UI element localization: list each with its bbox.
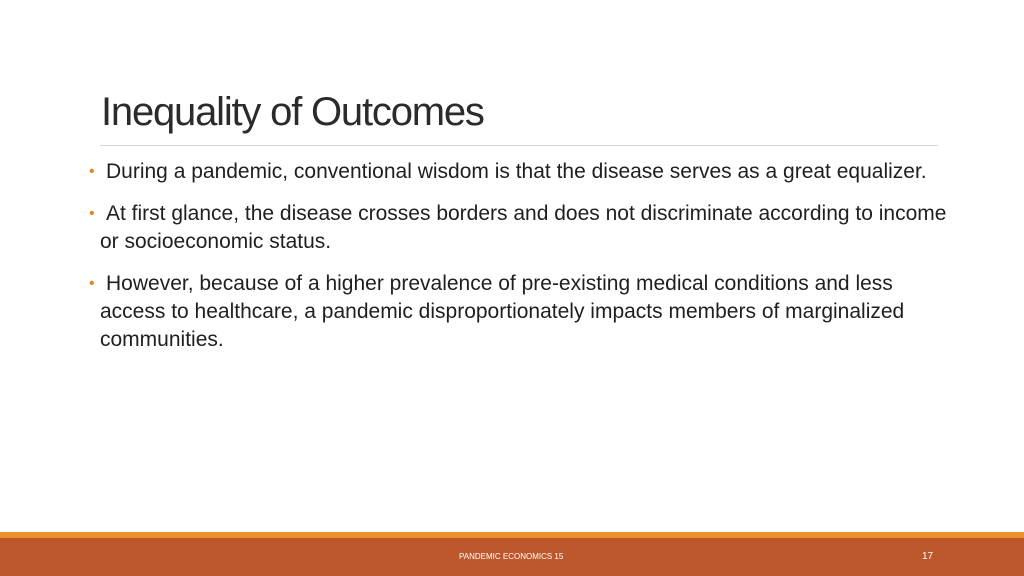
slide-title: Inequality of Outcomes [101, 90, 484, 134]
bullet-item [89, 270, 950, 354]
bullet-item [89, 158, 950, 186]
bullet-text: At first glance, the disease crosses borders and does not discriminate according to income or socioeconomic status. [100, 202, 947, 253]
bullet-dot-icon: • [89, 163, 95, 180]
footer-bar [0, 538, 1024, 576]
footer-text: PANDEMIC ECONOMICS 15 [459, 552, 564, 561]
bullet-dot-icon: • [89, 275, 95, 292]
bullet-text: During a pandemic, conventional wisdom is that the disease serves as a great equalizer. [106, 160, 927, 183]
bullet-list [89, 158, 950, 368]
bullet-item [89, 200, 950, 256]
slide-number: 17 [922, 551, 934, 562]
bullet-dot-icon: • [89, 205, 95, 222]
bullet-text: However, because of a higher prevalence of pre-existing medical conditions and less access to healthcare, a pandemic disproportionately impacts members of marginalized communities. [100, 272, 905, 351]
title-divider [100, 145, 938, 146]
